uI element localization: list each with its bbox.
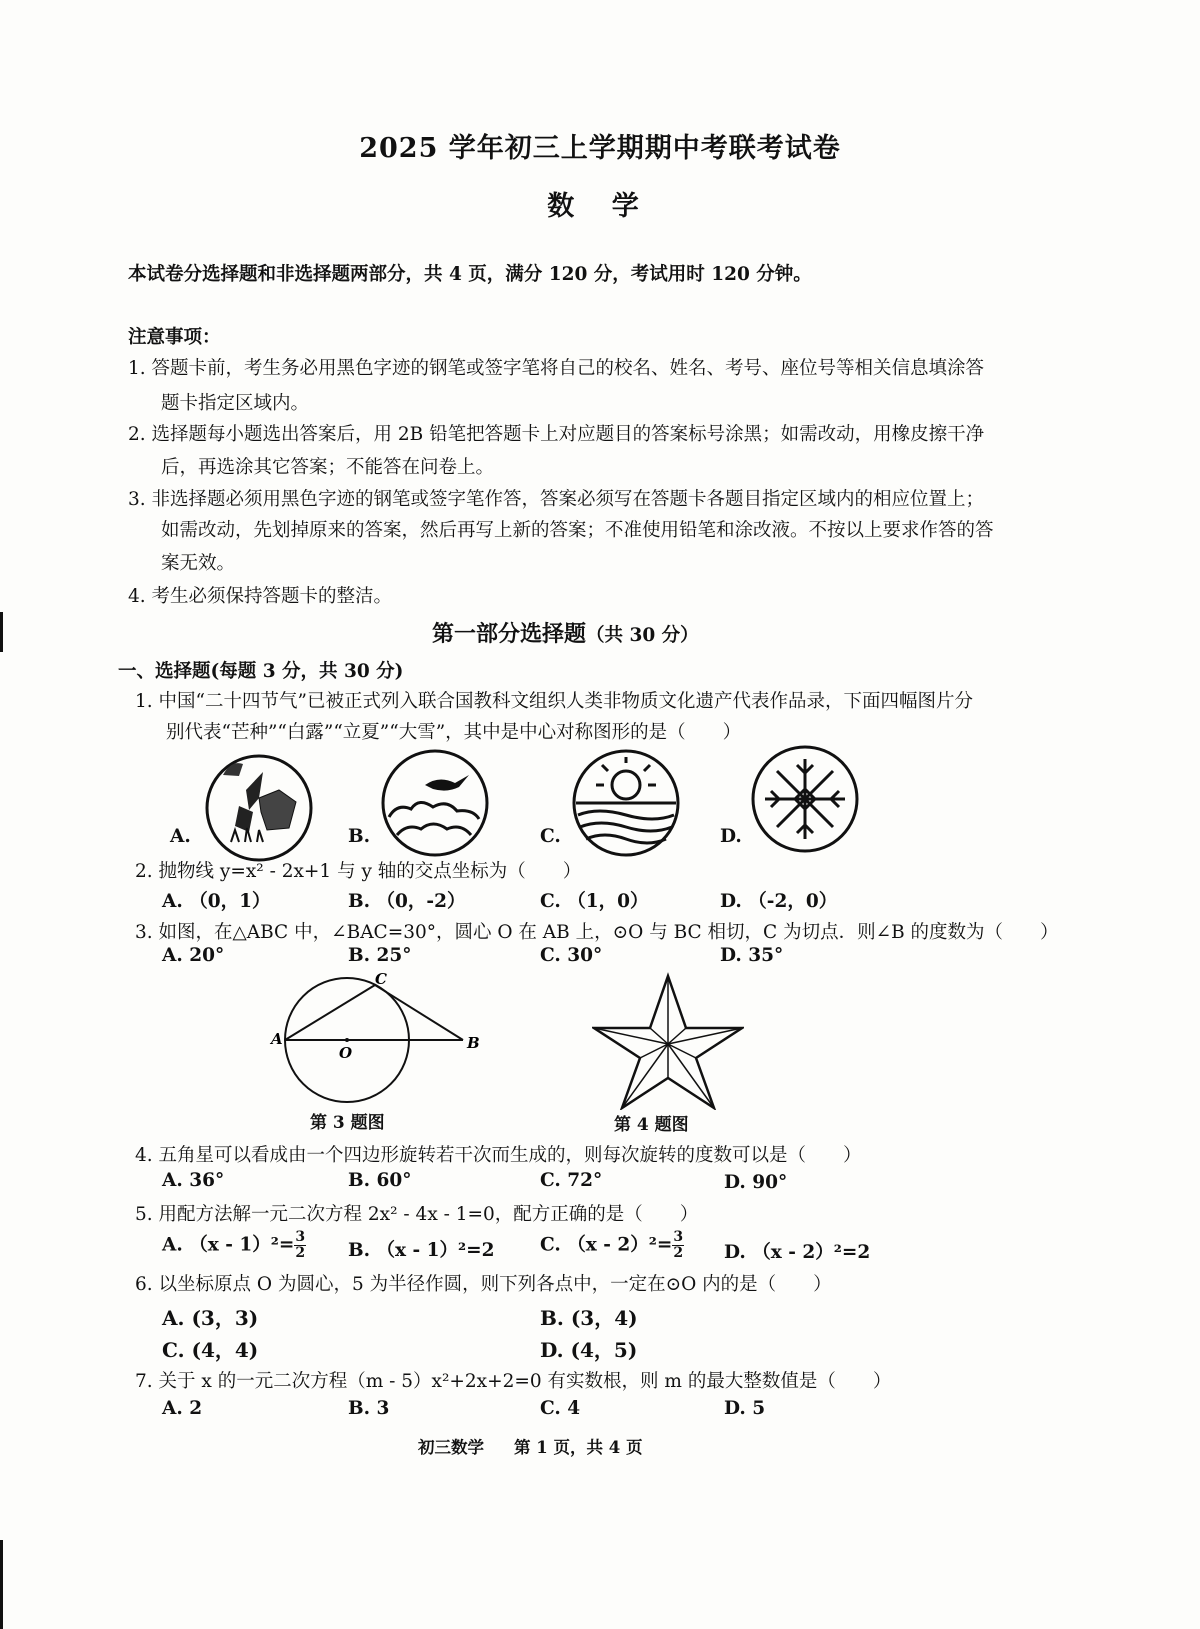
q2-option-c[interactable]: C. （1，0） <box>540 891 649 912</box>
q5-option-c-label: C. <box>540 1234 561 1256</box>
q6-option-b[interactable]: B. (3，4) <box>540 1306 638 1330</box>
q4-stem: 4. 五角星可以看成由一个四边形旋转若干次而生成的，则每次旋转的度数可以是（ ） <box>135 1145 862 1166</box>
note-2-line2: 后，再选涂其它答案；不能答在问卷上。 <box>161 457 495 478</box>
q5-option-b-label: B. <box>348 1240 371 1261</box>
q4-caption: 第 4 题图 <box>614 1115 689 1135</box>
q7-option-b[interactable]: B. 3 <box>348 1398 390 1419</box>
q6-option-d[interactable]: D. (4，5) <box>540 1338 638 1362</box>
q5-option-a-expr: （x - 1）²= <box>189 1234 295 1256</box>
q5-option-d-label: D. <box>724 1242 746 1263</box>
scan-edge-mark <box>0 1540 3 1629</box>
q7-stem: 7. 关于 x 的一元二次方程（m - 5）x²+2x+2=0 有实数根，则 m 的最大整数值是（ ） <box>135 1371 892 1392</box>
q1-line2: 别代表“芒种”“白露”“立夏”“大雪”，其中是中心对称图形的是（ ） <box>166 722 742 743</box>
q6-option-c[interactable]: C. (4，4) <box>162 1338 259 1362</box>
q5-option-d[interactable] <box>724 1238 870 1264</box>
q5-option-a-num: 3 <box>295 1229 306 1245</box>
scan-edge-mark <box>0 612 3 652</box>
note-3-line3: 案无效。 <box>161 553 236 574</box>
q5-option-a-fraction <box>294 1230 306 1261</box>
q1-option-b[interactable]: B. <box>348 826 371 847</box>
q1-option-a[interactable]: A. <box>170 826 191 847</box>
exam-intro: 本试卷分选择题和非选择题两部分，共 4 页，满分 120 分，考试用时 120 分钟。 <box>128 264 812 285</box>
q2-stem: 2. 抛物线 y=x² - 2x+1 与 y 轴的交点坐标为（ ） <box>135 861 582 882</box>
q5-option-b-expr: （x - 1）²=2 <box>376 1240 495 1261</box>
q5-option-c-fraction <box>672 1230 684 1261</box>
q5-option-a-den: 2 <box>295 1245 306 1261</box>
q7-option-a[interactable]: A. 2 <box>162 1398 203 1419</box>
q1-option-d[interactable]: D. <box>720 826 742 847</box>
q5-option-c-num: 3 <box>673 1229 684 1245</box>
part1-heading <box>432 617 699 648</box>
note-3-line1: 3. 非选择题必须用黑色字迹的钢笔或签字笔作答，答案必须写在答题卡各题目指定区域内的相应位置上； <box>128 489 985 510</box>
q5-option-c[interactable] <box>540 1230 684 1261</box>
section-heading: 一、选择题(每题 3 分，共 30 分) <box>118 661 404 682</box>
q7-option-d[interactable]: D. 5 <box>724 1398 766 1419</box>
subject-title: 数 学 <box>547 191 653 222</box>
q3-label-o: O <box>339 1044 353 1062</box>
footer-page: 第 1 页，共 4 页 <box>514 1438 643 1457</box>
q6-option-a[interactable]: A. (3，3) <box>162 1306 259 1330</box>
q3-stem: 3. 如图，在△ABC 中，∠BAC=30°，圆心 O 在 AB 上，⊙O 与 BC 相切，C 为切点．则∠B 的度数为（ ） <box>135 922 1059 943</box>
q5-option-d-expr: （x - 2）²=2 <box>752 1242 871 1263</box>
q6-stem: 6. 以坐标原点 O 为圆心，5 为半径作圆，则下列各点中，一定在⊙O 内的是（ ） <box>135 1274 832 1295</box>
part1-title: 第一部分选择题 <box>432 621 587 647</box>
q5-option-b[interactable] <box>348 1236 494 1262</box>
q5-stem: 5. 用配方法解一元二次方程 2x² - 4x - 1=0，配方正确的是（ ） <box>135 1204 699 1225</box>
notes-heading: 注意事项： <box>128 327 221 348</box>
q3-option-a[interactable]: A. 20° <box>162 945 225 966</box>
note-2-line1: 2. 选择题每小题选出答案后，用 2B 铅笔把答题卡上对应题目的答案标号涂黑；如需改动，用橡皮擦干净 <box>128 424 985 445</box>
q3-option-d[interactable]: D. 35° <box>720 945 784 966</box>
q5-option-c-den: 2 <box>673 1245 684 1261</box>
q3-label-a: A <box>271 1030 283 1048</box>
exam-title: 2025 学年初三上学期期中考联考试卷 <box>359 133 841 164</box>
q5-option-a[interactable] <box>162 1230 306 1261</box>
q4-option-d[interactable]: D. 90° <box>724 1172 788 1193</box>
note-1-line2: 题卡指定区域内。 <box>161 393 310 414</box>
q5-option-a-label: A. <box>162 1234 183 1256</box>
q3-label-c: C <box>375 970 387 988</box>
q4-option-c[interactable]: C. 72° <box>540 1170 603 1191</box>
q4-option-a[interactable]: A. 36° <box>162 1170 225 1191</box>
note-4-line1: 4. 考生必须保持答题卡的整洁。 <box>128 586 393 607</box>
q3-caption: 第 3 题图 <box>310 1113 385 1133</box>
q1-line1: 1. 中国“二十四节气”已被正式列入联合国教科文组织人类非物质文化遗产代表作品录，下面四幅图片分 <box>135 691 973 712</box>
q4-option-b[interactable]: B. 60° <box>348 1170 412 1191</box>
part1-score: （共 30 分） <box>586 625 699 646</box>
q2-option-b[interactable]: B. （0，-2） <box>348 891 466 912</box>
note-1-line1: 1. 答题卡前，考生务必用黑色字迹的钢笔或签字笔将自己的校名、姓名、考号、座位号等相关信息填涂答 <box>128 358 985 379</box>
daxue-icon <box>747 741 863 857</box>
q2-option-a[interactable]: A. （0，1） <box>162 891 271 912</box>
q1-option-c[interactable]: C. <box>540 826 561 847</box>
mangzhong-icon <box>201 750 317 866</box>
q2-option-d[interactable]: D. （-2，0） <box>720 891 838 912</box>
q5-option-c-expr: （x - 2）²= <box>567 1234 673 1256</box>
q3-label-b: B <box>467 1034 480 1052</box>
q4-star-figure <box>592 972 744 1110</box>
q3-figure <box>265 970 495 1110</box>
lixia-icon <box>568 745 684 861</box>
q3-option-c[interactable]: C. 30° <box>540 945 603 966</box>
footer-subject: 初三数学 <box>418 1438 484 1457</box>
note-3-line2: 如需改动，先划掉原来的答案，然后再写上新的答案；不准使用铅笔和涂改液。不按以上要求作答的答 <box>161 520 994 541</box>
q3-option-b[interactable]: B. 25° <box>348 945 412 966</box>
q7-option-c[interactable]: C. 4 <box>540 1398 581 1419</box>
bailu-icon <box>377 745 493 861</box>
